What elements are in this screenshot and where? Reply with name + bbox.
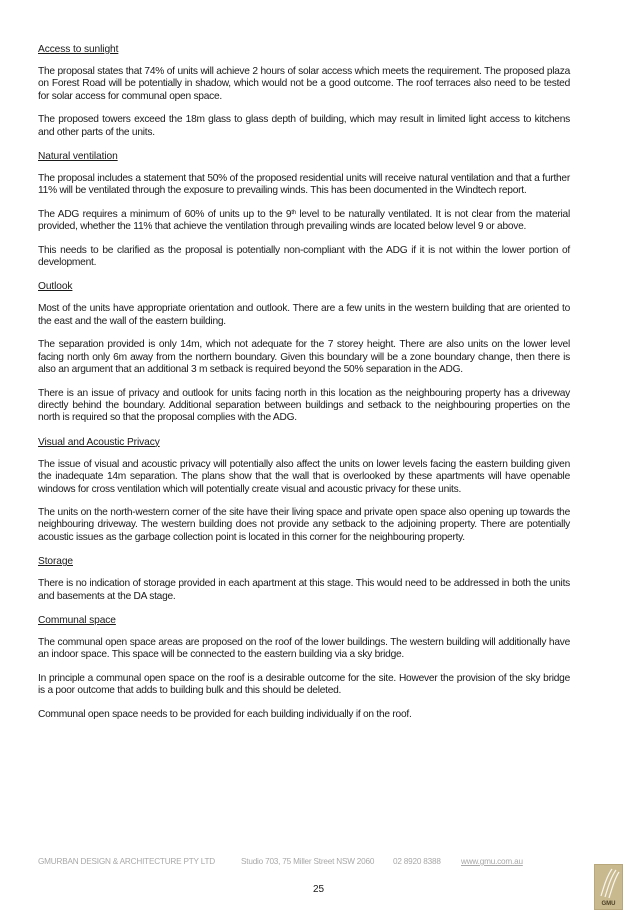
page-number: 25	[312, 884, 325, 895]
footer-company: GMURBAN DESIGN & ARCHITECTURE PTY LTD	[38, 857, 215, 866]
paragraph: The proposed towers exceed the 18m glass to glass depth of building, which may result in limited light access to kitchens and other parts of the units.	[38, 114, 570, 138]
paragraph: The proposal states that 74% of units will achieve 2 hours of solar access which meets the requirement. The proposed plaza on Forest Road will be potentially in shadow, which would not be a good outcome. The roof terraces also need to be tested for solar access for communal open space.	[38, 66, 570, 102]
paragraph: The units on the north-western corner of the site have their living space and private open space also opening up towards the neighbouring driveway. The western building does not provide any setback to the adjoining property. There are potentially acoustic issues as the garbage collection point is located in this corner for the neighbouring property.	[38, 506, 570, 543]
paragraph: In principle a communal open space on the roof is a desirable outcome for the site. However the provision of the sky bridge is a poor outcome that adds to building bulk and this should be deleted.	[38, 672, 570, 697]
section-storage	[38, 555, 570, 603]
section-heading: Visual and Acoustic Privacy	[38, 436, 160, 448]
paragraph: The proposal includes a statement that 50% of the proposed residential units will receive natural ventilation and that a further 11% will be ventilated through the exposure to prevailing winds. This has been documented in the Windtech report.	[38, 173, 570, 197]
paragraph: The separation provided is only 14m, which not adequate for the 7 storey height. There are also units on the lower level facing north only 6m away from the northern boundary. Given this boundary will be a zone boundary change, then there is also an argument that an additional 3 m setback is required beyond the 50% separation in the ADG.	[38, 339, 570, 376]
section-natural-ventilation	[38, 150, 570, 269]
section-outlook	[38, 280, 570, 424]
gmu-logo	[594, 864, 623, 910]
section-heading: Storage	[38, 556, 73, 568]
section-heading: Access to sunlight	[38, 44, 119, 55]
section-communal-space	[38, 614, 570, 721]
footer-address: Studio 703, 75 Miller Street NSW 2060	[241, 857, 375, 866]
footer-phone: 02 8920 8388	[393, 857, 441, 866]
paragraph: This needs to be clarified as the proposal is potentially non-compliant with the ADG if it is not within the lower portion of development.	[38, 244, 570, 269]
section-heading: Communal space	[38, 614, 116, 626]
paragraph: There is an issue of privacy and outlook for units facing north in this location as the neighbouring property has a driveway directly behind the boundary. Additional separation between buildings and setback to the neighbouring properties on the north is required so that the proposal complies with the ADG.	[38, 387, 570, 424]
section-heading: Natural ventilation	[38, 151, 118, 163]
paragraph: Most of the units have appropriate orientation and outlook. There are a few units in the western building that are oriented to the east and the wall of the eastern building.	[38, 303, 570, 327]
paragraph: Communal open space needs to be provided for each building individually if on the roof.	[38, 708, 412, 720]
paragraph: There is no indication of storage provided in each apartment at this stage. This would need to be addressed in both the units and basements at the DA stage.	[38, 578, 570, 602]
logo-mark-icon	[595, 866, 622, 900]
paragraph: The communal open space areas are proposed on the roof of the lower buildings. The western building will additionally have an indoor space. This space will be connected to the eastern building via a sky bridge.	[38, 636, 570, 661]
section-access-to-sunlight	[38, 43, 570, 139]
paragraph-with-superscript: The ADG requires a minimum of 60% of units up to the 9th level to be naturally ventilated. It is not clear from the material provided, whether the 11% that achieve the ventilation through prevailing winds are located below level 9 or above.	[38, 208, 570, 233]
logo-text: GMU	[601, 901, 616, 907]
section-visual-acoustic-privacy	[38, 436, 570, 544]
ordinal-superscript: th	[291, 209, 296, 216]
document-body	[38, 43, 570, 721]
footer-website-link[interactable]: www.gmu.com.au	[461, 857, 523, 866]
paragraph: The issue of visual and acoustic privacy will potentially also affect the units on lower levels facing the eastern building given the inadequate 14m separation. The plans show that the wall that is overlooked by these apartments will have openable windows for cross ventilation which will potentially create visual and acoustic privacy for these units.	[38, 458, 570, 495]
section-heading: Outlook	[38, 281, 73, 293]
